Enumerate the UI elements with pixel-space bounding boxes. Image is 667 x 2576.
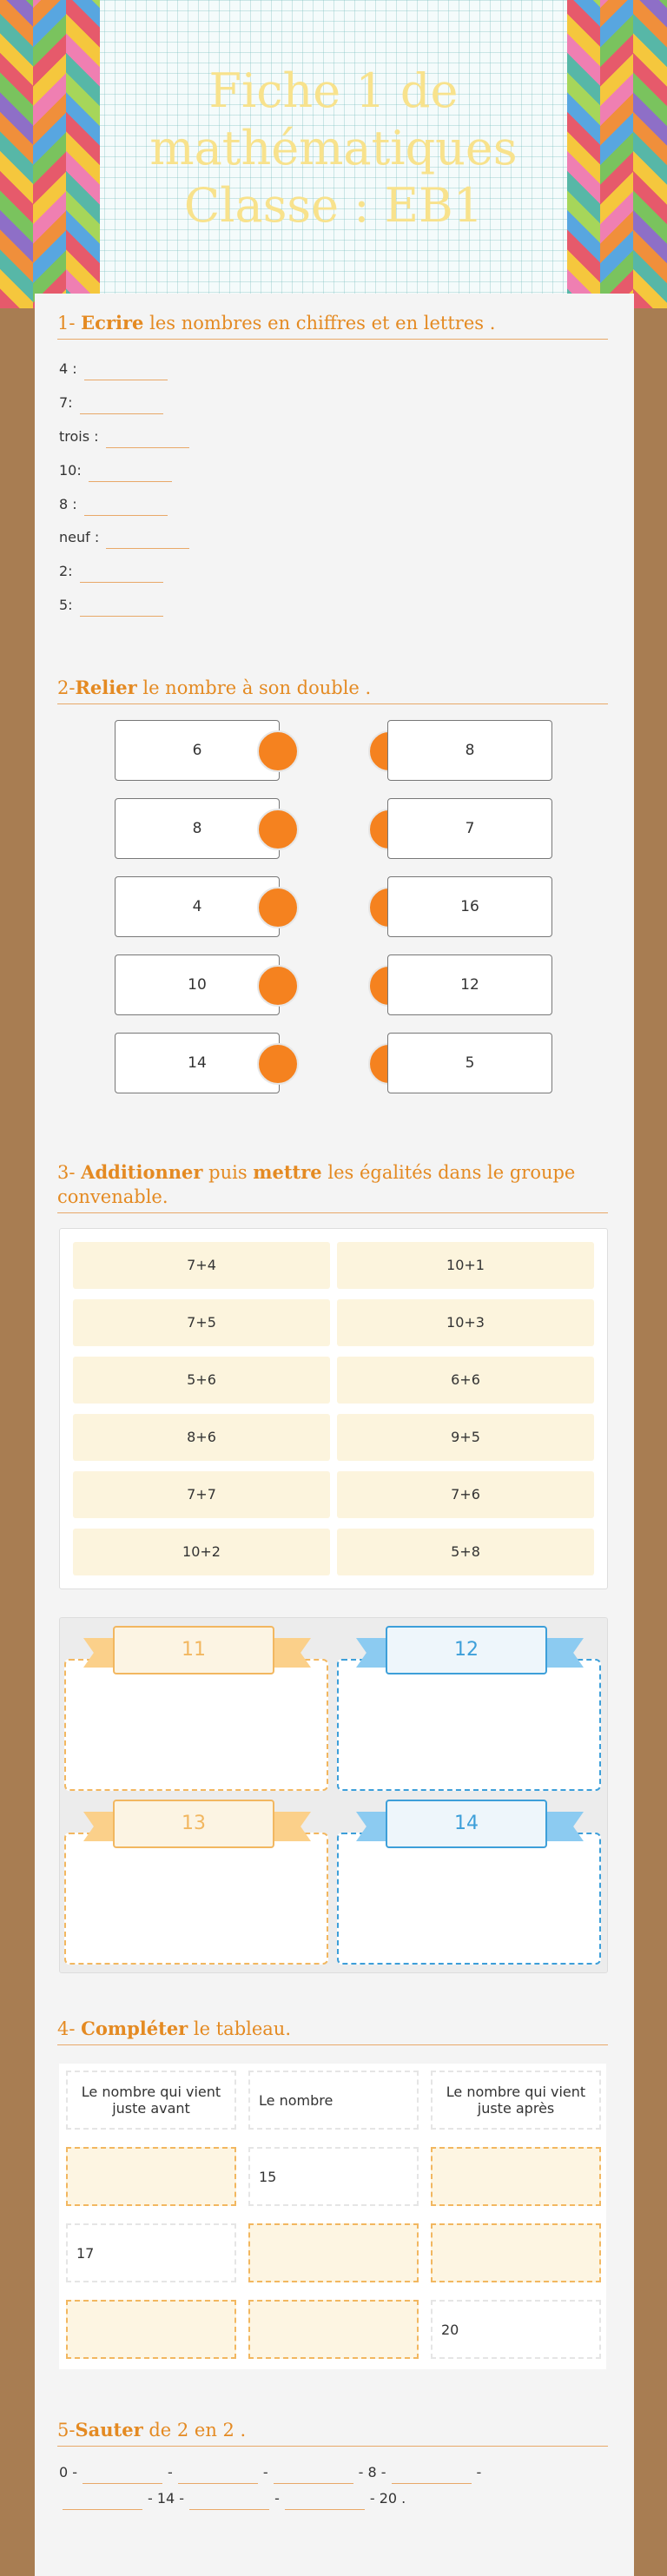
match-left-box: 10 xyxy=(115,954,280,1015)
write-row xyxy=(59,526,189,549)
section-5-number: 5- xyxy=(57,2420,76,2441)
sequence-blank[interactable] xyxy=(274,2467,353,2484)
expression-chip[interactable]: 10+2 xyxy=(73,1529,330,1575)
sequence-text: - 20 . xyxy=(369,2490,406,2507)
section-5-instruction: de 2 en 2 . xyxy=(142,2420,247,2441)
write-row-label: neuf : xyxy=(59,529,100,545)
connector-dot[interactable] xyxy=(257,965,299,1007)
section-5-verb: Sauter xyxy=(75,2419,143,2441)
match-left-box: 6 xyxy=(115,720,280,781)
answer-blank[interactable] xyxy=(106,432,189,448)
answer-blank[interactable] xyxy=(84,364,168,380)
section-4-verb: Compléter xyxy=(81,2018,188,2039)
answer-blank[interactable] xyxy=(80,600,163,617)
group-label-text: 12 xyxy=(386,1626,547,1674)
expression-chip[interactable]: 7+6 xyxy=(337,1471,594,1518)
section-3-verb-1: Additionner xyxy=(81,1161,203,1183)
group-label-11 xyxy=(83,1626,311,1674)
table-answer-cell[interactable] xyxy=(431,2223,601,2282)
group-label-text: 13 xyxy=(113,1800,274,1848)
write-row-label: 5: xyxy=(59,597,73,613)
section-3-title xyxy=(57,1160,608,1213)
section-2-instruction: le nombre à son double . xyxy=(136,677,372,698)
section-4-number: 4- xyxy=(57,2018,76,2039)
sequence-line-2 xyxy=(59,2487,406,2510)
match-right-box: 16 xyxy=(387,876,552,937)
expression-chip[interactable]: 7+7 xyxy=(73,1471,330,1518)
section-2-verb: Relier xyxy=(75,677,137,698)
section-3-connector: puis xyxy=(202,1162,254,1183)
answer-blank[interactable] xyxy=(106,532,189,549)
drop-zone-12[interactable] xyxy=(337,1659,601,1791)
section-1-title xyxy=(57,311,608,340)
match-right-box: 7 xyxy=(387,798,552,859)
sequence-text: - xyxy=(476,2464,482,2480)
expression-chip[interactable]: 7+5 xyxy=(73,1299,330,1346)
drop-zone-13[interactable] xyxy=(64,1833,328,1965)
section-4-instruction: le tableau. xyxy=(188,2018,292,2039)
sequence-blank[interactable] xyxy=(63,2493,142,2510)
sequence-text: 0 - xyxy=(59,2464,78,2480)
table-header-before: Le nombre qui vient juste avant xyxy=(66,2071,236,2130)
sequence-blank[interactable] xyxy=(189,2493,269,2510)
match-left-box: 14 xyxy=(115,1033,280,1093)
section-1-number: 1- xyxy=(57,313,76,334)
group-label-text: 11 xyxy=(113,1626,274,1674)
write-row xyxy=(59,426,189,448)
connector-dot[interactable] xyxy=(257,730,299,772)
expression-chip[interactable]: 9+5 xyxy=(337,1414,594,1461)
write-row xyxy=(59,358,168,380)
drop-zone-14[interactable] xyxy=(337,1833,601,1965)
answer-blank[interactable] xyxy=(80,566,163,583)
match-right-box: 5 xyxy=(387,1033,552,1093)
match-right-box: 12 xyxy=(387,954,552,1015)
write-row xyxy=(59,594,163,617)
match-right-box: 8 xyxy=(387,720,552,781)
title-line-3: Classe : EB1 xyxy=(183,178,484,233)
page-title xyxy=(104,63,563,234)
write-row-label: 7: xyxy=(59,394,73,411)
title-line-2: mathématiques xyxy=(149,121,518,175)
sequence-text: - xyxy=(262,2464,268,2480)
connector-dot[interactable] xyxy=(257,887,299,928)
expression-chip[interactable]: 10+1 xyxy=(337,1242,594,1289)
write-row-label: 4 : xyxy=(59,360,77,377)
sequence-blank[interactable] xyxy=(83,2467,162,2484)
write-row xyxy=(59,392,163,414)
expression-chip[interactable]: 8+6 xyxy=(73,1414,330,1461)
match-left-box: 4 xyxy=(115,876,280,937)
connector-dot[interactable] xyxy=(257,809,299,850)
sequence-text: - xyxy=(274,2490,280,2507)
table-answer-cell[interactable] xyxy=(431,2147,601,2206)
table-header-after: Le nombre qui vient juste après xyxy=(431,2071,601,2130)
expression-chip[interactable]: 10+3 xyxy=(337,1299,594,1346)
decorative-stripes-left xyxy=(0,0,100,308)
decorative-stripes-right xyxy=(567,0,667,308)
answer-blank[interactable] xyxy=(80,398,163,414)
expression-chip[interactable]: 7+4 xyxy=(73,1242,330,1289)
sequence-blank[interactable] xyxy=(178,2467,258,2484)
header-banner xyxy=(0,0,667,308)
table-answer-cell[interactable] xyxy=(248,2300,419,2359)
drop-zone-11[interactable] xyxy=(64,1659,328,1791)
group-label-13 xyxy=(83,1800,311,1848)
group-label-12 xyxy=(356,1626,584,1674)
expression-chip[interactable]: 5+8 xyxy=(337,1529,594,1575)
write-row xyxy=(59,493,168,516)
connector-dot[interactable] xyxy=(257,1043,299,1085)
sequence-text: - 8 - xyxy=(358,2464,386,2480)
table-header-number: Le nombre xyxy=(248,2071,419,2130)
group-label-text: 14 xyxy=(386,1800,547,1848)
table-answer-cell[interactable] xyxy=(248,2223,419,2282)
section-5-title xyxy=(57,2418,608,2447)
table-given-cell: 20 xyxy=(431,2300,601,2359)
section-2-number: 2- xyxy=(57,677,76,698)
section-4-title xyxy=(57,2017,608,2045)
section-1-instruction: les nombres en chiffres et en lettres . xyxy=(143,313,496,334)
answer-blank[interactable] xyxy=(84,499,168,516)
sequence-blank[interactable] xyxy=(285,2493,365,2510)
section-3-verb-2: mettre xyxy=(253,1161,322,1183)
write-row-label: trois : xyxy=(59,428,99,445)
write-row-label: 2: xyxy=(59,563,73,579)
answer-blank[interactable] xyxy=(89,466,172,482)
match-left-box: 8 xyxy=(115,798,280,859)
sequence-blank[interactable] xyxy=(392,2467,472,2484)
section-1-verb: Ecrire xyxy=(81,312,144,334)
section-2-title xyxy=(57,676,608,704)
title-line-1: Fiche 1 de xyxy=(208,63,459,118)
expression-chip[interactable]: 5+6 xyxy=(73,1357,330,1404)
write-row xyxy=(59,459,172,482)
sequence-line-1 xyxy=(59,2461,481,2484)
group-label-14 xyxy=(356,1800,584,1848)
table-answer-cell[interactable] xyxy=(66,2300,236,2359)
write-row-label: 8 : xyxy=(59,496,77,512)
sequence-text: - xyxy=(168,2464,173,2480)
write-row-label: 10: xyxy=(59,462,82,479)
section-3-number: 3- xyxy=(57,1162,76,1183)
write-row xyxy=(59,560,163,583)
table-given-cell: 17 xyxy=(66,2223,236,2282)
expression-chip[interactable]: 6+6 xyxy=(337,1357,594,1404)
table-answer-cell[interactable] xyxy=(66,2147,236,2206)
sequence-text: - 14 - xyxy=(148,2490,185,2507)
section-3-instruction: les égalités dans le groupe convenable. xyxy=(57,1162,576,1207)
table-given-cell: 15 xyxy=(248,2147,419,2206)
